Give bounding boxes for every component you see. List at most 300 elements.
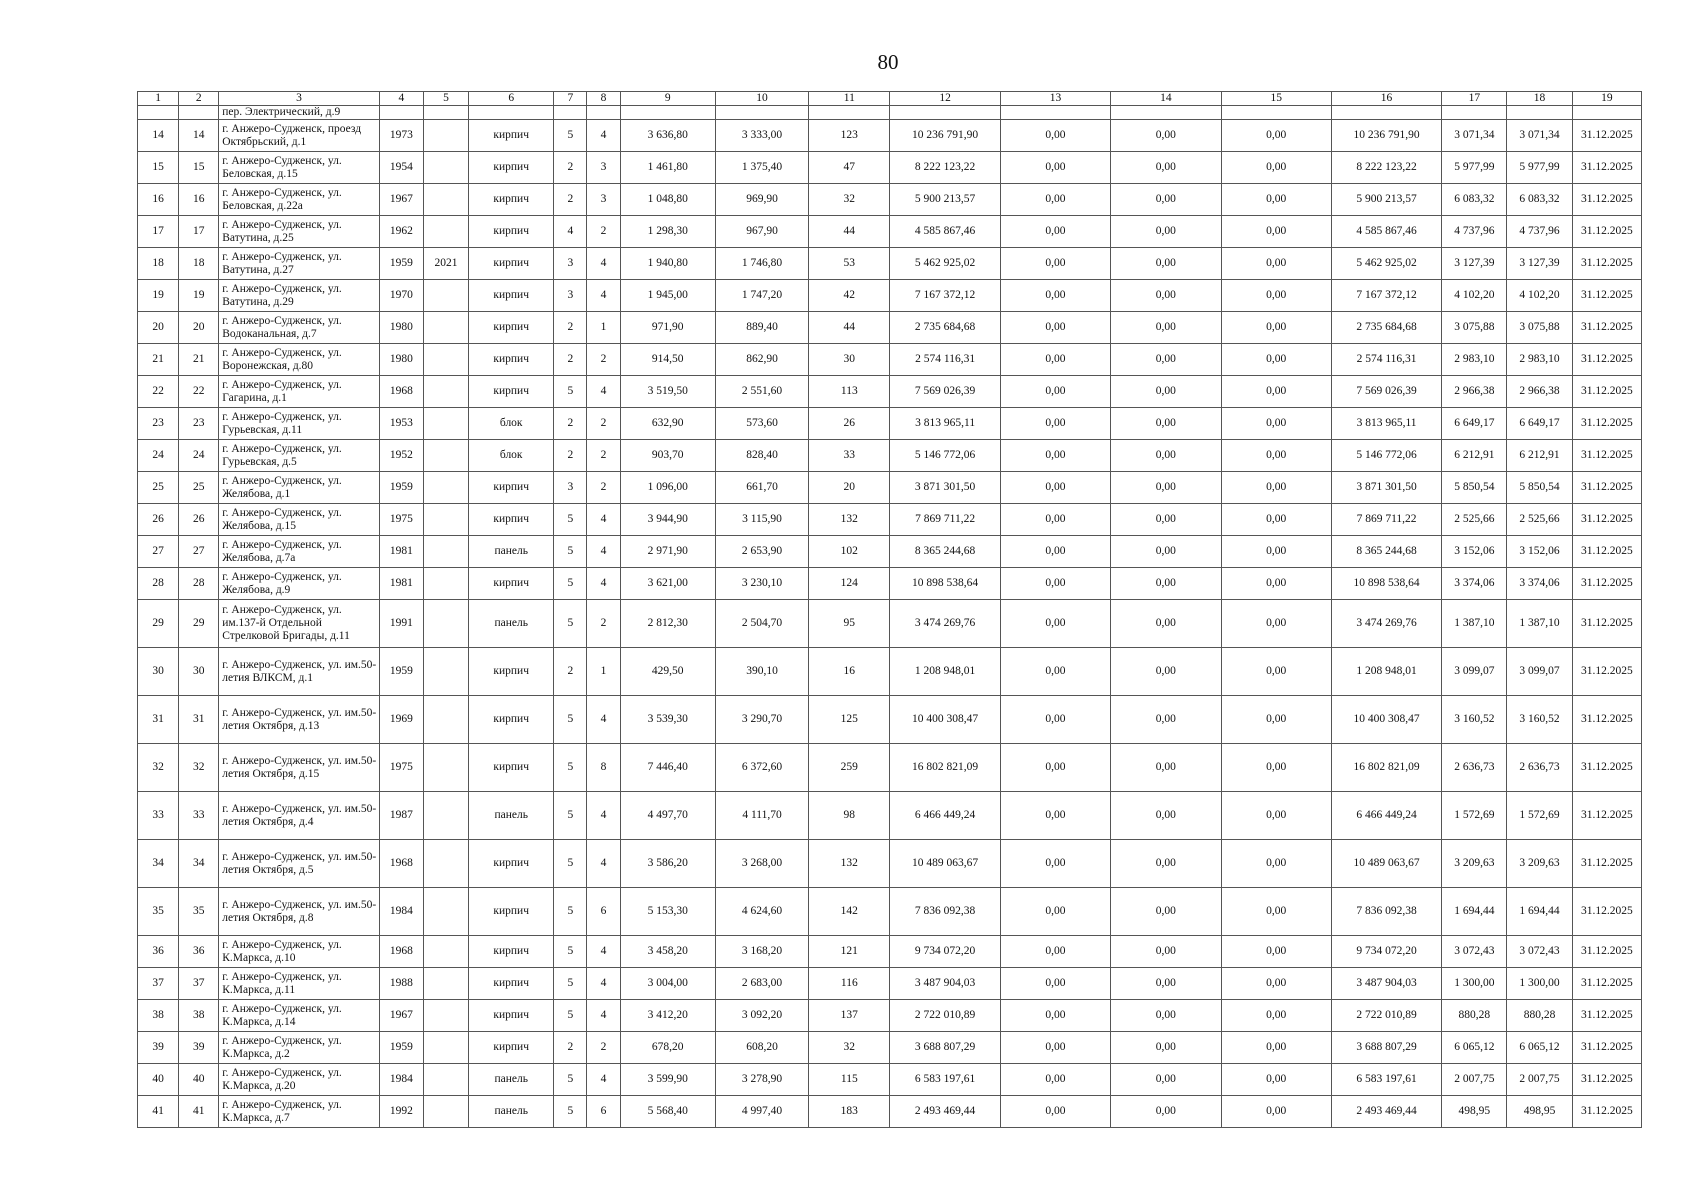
col14-cell: 0,00 [1111,536,1221,568]
year-built-cell: 1962 [379,216,423,248]
entrances-cell: 2 [587,408,620,440]
col17-cell: 3 099,07 [1442,648,1507,696]
total-cost-cell: 1 208 948,01 [890,648,1000,696]
col16-cell: 7 869 711,22 [1331,504,1441,536]
residents-cell: 183 [809,1096,890,1128]
col14-cell: 0,00 [1111,184,1221,216]
table-row [138,440,1642,472]
col18-cell: 6 083,32 [1507,184,1572,216]
table-row [138,840,1642,888]
year-built-cell: 1980 [379,344,423,376]
floors-cell: 5 [554,504,587,536]
deadline-cell: 31.12.2025 [1572,440,1641,472]
overhaul-year-cell [423,184,468,216]
overhaul-year-cell [423,936,468,968]
col14-cell: 0,00 [1111,792,1221,840]
living-area-cell: 390,10 [715,648,808,696]
floors-cell: 5 [554,1000,587,1032]
total-cost-cell: 2 574 116,31 [890,344,1000,376]
col17-cell: 3 071,34 [1442,120,1507,152]
year-built-cell: 1969 [379,696,423,744]
living-area-cell: 608,20 [715,1032,808,1064]
address-cell: г. Анжеро-Судженск, ул. К.Маркса, д.7 [219,1096,380,1128]
col17-cell: 3 075,88 [1442,312,1507,344]
col15-cell: 0,00 [1221,840,1331,888]
row-index-cell: 38 [179,1000,219,1032]
col13-cell: 0,00 [1000,568,1110,600]
col17-cell: 1 572,69 [1442,792,1507,840]
residents-cell: 142 [809,888,890,936]
total-cost-cell: 10 236 791,90 [890,120,1000,152]
deadline-cell: 31.12.2025 [1572,1000,1641,1032]
col14-cell: 0,00 [1111,344,1221,376]
residents-cell: 30 [809,344,890,376]
col16-cell: 2 722 010,89 [1331,1000,1441,1032]
total-cost-cell: 10 898 538,64 [890,568,1000,600]
continued-address-cell: пер. Электрический, д.9 [219,106,380,120]
entrances-cell: 4 [587,280,620,312]
col15-cell: 0,00 [1221,1064,1331,1096]
col14-cell: 0,00 [1111,280,1221,312]
col15-cell: 0,00 [1221,376,1331,408]
col13-cell: 0,00 [1000,312,1110,344]
wall-material-cell: панель [469,1064,554,1096]
address-cell: г. Анжеро-Судженск, ул. Гурьевская, д.11 [219,408,380,440]
col15-cell: 0,00 [1221,696,1331,744]
floors-cell: 5 [554,536,587,568]
residents-cell: 44 [809,216,890,248]
col18-cell: 3 160,52 [1507,696,1572,744]
col14-cell: 0,00 [1111,696,1221,744]
overhaul-year-cell [423,968,468,1000]
entrances-cell: 4 [587,1064,620,1096]
wall-material-cell: кирпич [469,504,554,536]
total-cost-cell: 6 466 449,24 [890,792,1000,840]
col13-cell: 0,00 [1000,152,1110,184]
row-index-cell: 30 [179,648,219,696]
year-built-cell: 1984 [379,1064,423,1096]
residents-cell: 98 [809,792,890,840]
col17-cell: 2 636,73 [1442,744,1507,792]
col13-cell: 0,00 [1000,888,1110,936]
deadline-cell: 31.12.2025 [1572,968,1641,1000]
table-row [138,1096,1642,1128]
total-cost-cell: 2 735 684,68 [890,312,1000,344]
col15-cell: 0,00 [1221,248,1331,280]
floors-cell: 5 [554,120,587,152]
total-cost-cell: 2 493 469,44 [890,1096,1000,1128]
living-area-cell: 967,90 [715,216,808,248]
col13-cell: 0,00 [1000,936,1110,968]
overhaul-year-cell [423,1096,468,1128]
address-cell: г. Анжеро-Судженск, ул. Гагарина, д.1 [219,376,380,408]
total-area-cell: 914,50 [620,344,715,376]
entrances-cell: 1 [587,648,620,696]
col15-cell: 0,00 [1221,472,1331,504]
address-cell: г. Анжеро-Судженск, ул. Ватутина, д.25 [219,216,380,248]
living-area-cell: 2 653,90 [715,536,808,568]
year-built-cell: 1954 [379,152,423,184]
total-area-cell: 3 621,00 [620,568,715,600]
overhaul-year-cell [423,312,468,344]
deadline-cell: 31.12.2025 [1572,216,1641,248]
col17-cell: 3 160,52 [1442,696,1507,744]
table-cell [1572,106,1641,120]
deadline-cell: 31.12.2025 [1572,504,1641,536]
total-cost-cell: 3 813 965,11 [890,408,1000,440]
deadline-cell: 31.12.2025 [1572,744,1641,792]
row-index-cell: 15 [179,152,219,184]
table-row [138,376,1642,408]
col13-cell: 0,00 [1000,440,1110,472]
col13-cell: 0,00 [1000,184,1110,216]
table-cell [715,106,808,120]
col14-cell: 0,00 [1111,504,1221,536]
table-cell [423,106,468,120]
table-row [138,216,1642,248]
residents-cell: 26 [809,408,890,440]
col17-cell: 6 649,17 [1442,408,1507,440]
column-number-header: 10 [715,92,808,106]
row-number-cell: 30 [138,648,179,696]
table-row [138,744,1642,792]
row-number-cell: 38 [138,1000,179,1032]
residents-cell: 115 [809,1064,890,1096]
residents-cell: 116 [809,968,890,1000]
wall-material-cell: кирпич [469,120,554,152]
col16-cell: 3 871 301,50 [1331,472,1441,504]
floors-cell: 5 [554,744,587,792]
address-cell: г. Анжеро-Судженск, ул. им.50-летия Октября, д.8 [219,888,380,936]
address-cell: г. Анжеро-Судженск, ул. им.137-й Отдельной Стрелковой Бригады, д.11 [219,600,380,648]
column-number-header: 4 [379,92,423,106]
address-cell: г. Анжеро-Судженск, ул. Гурьевская, д.5 [219,440,380,472]
col18-cell: 3 075,88 [1507,312,1572,344]
table-row [138,888,1642,936]
deadline-cell: 31.12.2025 [1572,280,1641,312]
col15-cell: 0,00 [1221,344,1331,376]
total-cost-cell: 7 167 372,12 [890,280,1000,312]
row-number-cell: 28 [138,568,179,600]
year-built-cell: 1959 [379,248,423,280]
total-area-cell: 903,70 [620,440,715,472]
column-number-header: 16 [1331,92,1441,106]
row-index-cell: 22 [179,376,219,408]
deadline-cell: 31.12.2025 [1572,472,1641,504]
total-area-cell: 3 519,50 [620,376,715,408]
row-index-cell: 41 [179,1096,219,1128]
entrances-cell: 4 [587,376,620,408]
column-number-header: 6 [469,92,554,106]
col18-cell: 5 850,54 [1507,472,1572,504]
col15-cell: 0,00 [1221,888,1331,936]
column-number-header: 14 [1111,92,1221,106]
col13-cell: 0,00 [1000,216,1110,248]
year-built-cell: 1968 [379,936,423,968]
col14-cell: 0,00 [1111,648,1221,696]
overhaul-year-cell [423,344,468,376]
col15-cell: 0,00 [1221,536,1331,568]
overhaul-year-cell [423,120,468,152]
wall-material-cell: кирпич [469,1000,554,1032]
table-row [138,792,1642,840]
row-number-cell: 37 [138,968,179,1000]
living-area-cell: 3 115,90 [715,504,808,536]
col18-cell: 6 649,17 [1507,408,1572,440]
living-area-cell: 828,40 [715,440,808,472]
overhaul-year-cell [423,152,468,184]
residents-cell: 33 [809,440,890,472]
floors-cell: 2 [554,184,587,216]
row-index-cell: 14 [179,120,219,152]
row-number-cell: 21 [138,344,179,376]
col17-cell: 3 374,06 [1442,568,1507,600]
col16-cell: 10 236 791,90 [1331,120,1441,152]
wall-material-cell: кирпич [469,376,554,408]
table-row [138,504,1642,536]
col17-cell: 5 977,99 [1442,152,1507,184]
row-number-cell: 23 [138,408,179,440]
floors-cell: 5 [554,792,587,840]
year-built-cell: 1970 [379,280,423,312]
col13-cell: 0,00 [1000,280,1110,312]
col14-cell: 0,00 [1111,1032,1221,1064]
wall-material-cell: кирпич [469,216,554,248]
col13-cell: 0,00 [1000,600,1110,648]
address-cell: г. Анжеро-Судженск, ул. К.Маркса, д.20 [219,1064,380,1096]
column-number-header: 3 [219,92,380,106]
wall-material-cell: кирпич [469,888,554,936]
entrances-cell: 6 [587,1096,620,1128]
overhaul-year-cell [423,792,468,840]
total-cost-cell: 5 900 213,57 [890,184,1000,216]
entrances-cell: 2 [587,216,620,248]
overhaul-year-cell [423,1000,468,1032]
address-cell: г. Анжеро-Судженск, ул. Ватутина, д.29 [219,280,380,312]
entrances-cell: 2 [587,440,620,472]
column-number-header: 11 [809,92,890,106]
col17-cell: 5 850,54 [1442,472,1507,504]
column-number-header: 9 [620,92,715,106]
row-number-cell: 33 [138,792,179,840]
row-index-cell: 31 [179,696,219,744]
col14-cell: 0,00 [1111,440,1221,472]
total-area-cell: 3 586,20 [620,840,715,888]
total-cost-cell: 9 734 072,20 [890,936,1000,968]
col13-cell: 0,00 [1000,840,1110,888]
address-cell: г. Анжеро-Судженск, ул. Желябова, д.15 [219,504,380,536]
column-number-header: 17 [1442,92,1507,106]
table-row [138,344,1642,376]
total-area-cell: 3 412,20 [620,1000,715,1032]
entrances-cell: 1 [587,312,620,344]
col17-cell: 4 737,96 [1442,216,1507,248]
address-cell: г. Анжеро-Судженск, ул. им.50-летия Октября, д.5 [219,840,380,888]
living-area-cell: 3 290,70 [715,696,808,744]
column-number-header: 5 [423,92,468,106]
table-cell [179,106,219,120]
col18-cell: 3 099,07 [1507,648,1572,696]
entrances-cell: 6 [587,888,620,936]
address-cell: г. Анжеро-Судженск, ул. К.Маркса, д.10 [219,936,380,968]
table-cell [1331,106,1441,120]
deadline-cell: 31.12.2025 [1572,152,1641,184]
total-area-cell: 2 971,90 [620,536,715,568]
table-cell [379,106,423,120]
deadline-cell: 31.12.2025 [1572,1096,1641,1128]
total-cost-cell: 7 569 026,39 [890,376,1000,408]
table-row [138,936,1642,968]
address-cell: г. Анжеро-Судженск, ул. Желябова, д.9 [219,568,380,600]
col13-cell: 0,00 [1000,120,1110,152]
col14-cell: 0,00 [1111,968,1221,1000]
deadline-cell: 31.12.2025 [1572,568,1641,600]
table-row [138,408,1642,440]
address-cell: г. Анжеро-Судженск, ул. им.50-летия Октября, д.15 [219,744,380,792]
total-cost-cell: 6 583 197,61 [890,1064,1000,1096]
row-index-cell: 28 [179,568,219,600]
table-cell [138,106,179,120]
col13-cell: 0,00 [1000,1096,1110,1128]
wall-material-cell: кирпич [469,648,554,696]
table-cell [587,106,620,120]
col16-cell: 8 222 123,22 [1331,152,1441,184]
residents-cell: 259 [809,744,890,792]
wall-material-cell: кирпич [469,344,554,376]
col15-cell: 0,00 [1221,1000,1331,1032]
wall-material-cell: кирпич [469,312,554,344]
floors-cell: 5 [554,568,587,600]
floors-cell: 5 [554,888,587,936]
col15-cell: 0,00 [1221,120,1331,152]
col15-cell: 0,00 [1221,504,1331,536]
col16-cell: 7 569 026,39 [1331,376,1441,408]
overhaul-year-cell [423,504,468,536]
col13-cell: 0,00 [1000,472,1110,504]
row-number-cell: 34 [138,840,179,888]
living-area-cell: 573,60 [715,408,808,440]
col17-cell: 880,28 [1442,1000,1507,1032]
col17-cell: 2 983,10 [1442,344,1507,376]
deadline-cell: 31.12.2025 [1572,888,1641,936]
col18-cell: 3 152,06 [1507,536,1572,568]
year-built-cell: 1981 [379,536,423,568]
year-built-cell: 1988 [379,968,423,1000]
total-cost-cell: 3 487 904,03 [890,968,1000,1000]
entrances-cell: 4 [587,504,620,536]
column-number-header: 15 [1221,92,1331,106]
wall-material-cell: блок [469,408,554,440]
residents-cell: 125 [809,696,890,744]
living-area-cell: 889,40 [715,312,808,344]
residents-cell: 123 [809,120,890,152]
year-built-cell: 1984 [379,888,423,936]
col17-cell: 498,95 [1442,1096,1507,1128]
total-cost-cell: 10 400 308,47 [890,696,1000,744]
wall-material-cell: кирпич [469,248,554,280]
residents-cell: 132 [809,840,890,888]
deadline-cell: 31.12.2025 [1572,1032,1641,1064]
row-number-cell: 31 [138,696,179,744]
total-area-cell: 971,90 [620,312,715,344]
col15-cell: 0,00 [1221,280,1331,312]
floors-cell: 5 [554,376,587,408]
col14-cell: 0,00 [1111,1064,1221,1096]
col16-cell: 3 688 807,29 [1331,1032,1441,1064]
col18-cell: 3 072,43 [1507,936,1572,968]
living-area-cell: 661,70 [715,472,808,504]
overhaul-year-cell [423,840,468,888]
overhaul-year-cell [423,216,468,248]
col15-cell: 0,00 [1221,440,1331,472]
total-area-cell: 1 048,80 [620,184,715,216]
entrances-cell: 4 [587,120,620,152]
row-index-cell: 40 [179,1064,219,1096]
col15-cell: 0,00 [1221,408,1331,440]
column-number-header: 1 [138,92,179,106]
row-index-cell: 32 [179,744,219,792]
total-cost-cell: 4 585 867,46 [890,216,1000,248]
total-cost-cell: 7 869 711,22 [890,504,1000,536]
table-row [138,248,1642,280]
col15-cell: 0,00 [1221,600,1331,648]
total-area-cell: 1 298,30 [620,216,715,248]
col14-cell: 0,00 [1111,1000,1221,1032]
living-area-cell: 862,90 [715,344,808,376]
entrances-cell: 4 [587,792,620,840]
total-area-cell: 1 096,00 [620,472,715,504]
col14-cell: 0,00 [1111,840,1221,888]
col15-cell: 0,00 [1221,936,1331,968]
row-index-cell: 25 [179,472,219,504]
col18-cell: 6 212,91 [1507,440,1572,472]
deadline-cell: 31.12.2025 [1572,936,1641,968]
overhaul-year-cell [423,472,468,504]
col13-cell: 0,00 [1000,1064,1110,1096]
col17-cell: 2 525,66 [1442,504,1507,536]
col13-cell: 0,00 [1000,696,1110,744]
col15-cell: 0,00 [1221,184,1331,216]
residents-cell: 20 [809,472,890,504]
entrances-cell: 2 [587,1032,620,1064]
col15-cell: 0,00 [1221,568,1331,600]
residents-cell: 137 [809,1000,890,1032]
wall-material-cell: кирпич [469,696,554,744]
deadline-cell: 31.12.2025 [1572,120,1641,152]
col13-cell: 0,00 [1000,344,1110,376]
column-number-header: 2 [179,92,219,106]
overhaul-year-cell [423,440,468,472]
total-cost-cell: 2 722 010,89 [890,1000,1000,1032]
address-cell: г. Анжеро-Судженск, ул. К.Маркса, д.11 [219,968,380,1000]
total-area-cell: 1 461,80 [620,152,715,184]
row-number-cell: 18 [138,248,179,280]
wall-material-cell: кирпич [469,280,554,312]
floors-cell: 5 [554,840,587,888]
col14-cell: 0,00 [1111,1096,1221,1128]
entrances-cell: 4 [587,248,620,280]
col15-cell: 0,00 [1221,1032,1331,1064]
total-cost-cell: 5 146 772,06 [890,440,1000,472]
col18-cell: 2 525,66 [1507,504,1572,536]
deadline-cell: 31.12.2025 [1572,536,1641,568]
overhaul-year-cell [423,536,468,568]
col13-cell: 0,00 [1000,1000,1110,1032]
col18-cell: 3 071,34 [1507,120,1572,152]
wall-material-cell: кирпич [469,568,554,600]
address-cell: г. Анжеро-Судженск, ул. им.50-летия ВЛКСМ, д.1 [219,648,380,696]
deadline-cell: 31.12.2025 [1572,792,1641,840]
